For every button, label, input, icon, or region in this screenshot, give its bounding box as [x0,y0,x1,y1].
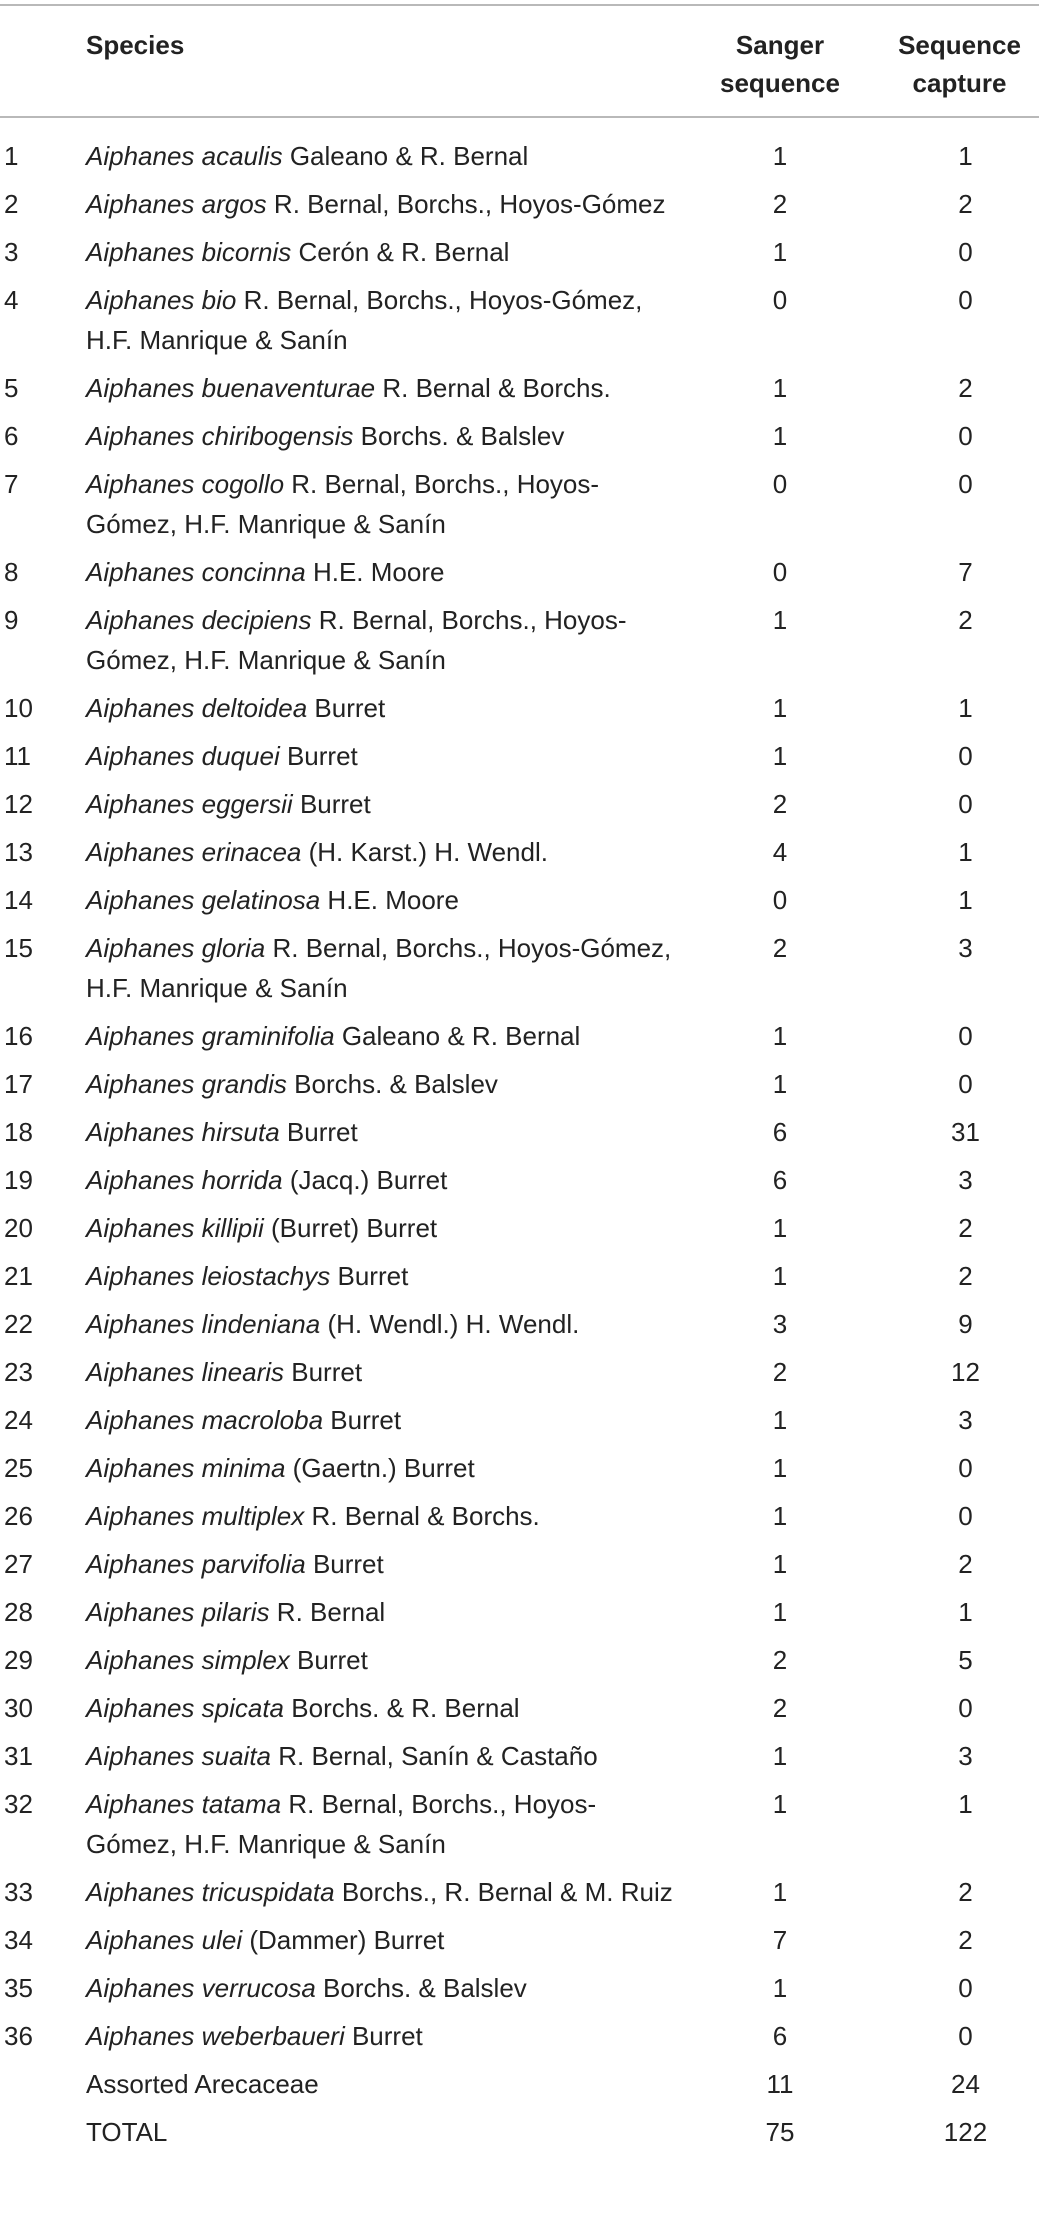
row-number: 22 [4,1309,33,1339]
row-number [0,2108,80,2156]
capture-count: 1 [958,1789,973,1819]
header-sanger-sequence: Sanger sequence [720,30,840,98]
capture-count: 0 [958,1973,973,2003]
author-citation: Borchs. & R. Bernal [291,1693,520,1723]
capture-count: 0 [958,469,973,499]
table-row [0,1156,1039,1204]
capture-count: 1 [958,141,973,171]
sanger-count: 1 [772,373,788,403]
taxon-name: Aiphanes bicornis [86,237,292,267]
row-number: 11 [4,741,31,771]
species-name [80,1396,680,1444]
taxon-name: Aiphanes suaita [86,1741,272,1771]
summary-label: Assorted Arecaceae [86,2069,319,2099]
author-citation: R. Bernal & Borchs. [311,1501,540,1531]
author-citation: R. Bernal & Borchs. [382,373,611,403]
row-number: 25 [4,1453,33,1483]
author-citation: (Jacq.) Burret [289,1165,448,1195]
species-name [80,2060,680,2108]
species-name [80,1964,680,2012]
row-number: 24 [4,1405,33,1435]
author-citation: Borchs. & Balslev [360,421,565,451]
species-name [80,364,680,412]
sanger-count: 1 [772,1973,788,2003]
capture-count: 5 [958,1645,973,1675]
species-name [80,1916,680,1964]
table-body [0,117,1039,2156]
author-citation: Burret [286,741,358,771]
sanger-count: 1 [772,1213,788,1243]
capture-count: 0 [958,237,973,267]
species-name [80,412,680,460]
table-row [0,460,1039,548]
sanger-count: 6 [772,2021,788,2051]
author-citation: Burret [330,1405,402,1435]
author-citation: R. Bernal [276,1597,386,1627]
sanger-count: 1 [772,1453,788,1483]
author-citation: R. Bernal, Borchs., Hoyos-Gómez [273,189,666,219]
author-citation: R. Bernal, Borchs., Hoyos-Gómez, H.F. Manrique & Sanín [86,933,672,1003]
taxon-name: Aiphanes hirsuta [86,1117,280,1147]
sanger-count: 4 [772,837,788,867]
capture-count: 2 [958,1261,973,1291]
species-name [80,1156,680,1204]
species-name [80,548,680,596]
sanger-count: 2 [772,789,788,819]
row-number: 14 [4,885,33,915]
table-row [0,684,1039,732]
author-citation: (H. Wendl.) H. Wendl. [327,1309,580,1339]
species-name [80,1780,680,1868]
table-row [0,732,1039,780]
author-citation: H.E. Moore [312,557,445,587]
capture-count: 0 [958,789,973,819]
sanger-count: 6 [772,1165,788,1195]
row-number: 5 [4,373,19,403]
row-number: 20 [4,1213,33,1243]
table-row [0,1916,1039,1964]
species-name [80,1060,680,1108]
author-citation: Borchs. & Balslev [323,1973,527,2003]
sanger-count: 1 [772,1741,788,1771]
sanger-count: 1 [772,237,788,267]
sanger-count: 1 [772,141,788,171]
table-row [0,876,1039,924]
taxon-name: Aiphanes tatama [86,1789,282,1819]
capture-count: 3 [958,933,973,963]
author-citation: Borchs. & Balslev [294,1069,498,1099]
species-name [80,1252,680,1300]
species-name [80,1492,680,1540]
species-name [80,1588,680,1636]
author-citation: R. Bernal, Borchs., Hoyos-Gómez, H.F. Manrique & Sanín [86,1789,597,1859]
table-row [0,1396,1039,1444]
taxon-name: Aiphanes deltoidea [86,693,308,723]
sanger-count: 11 [766,2069,794,2099]
sanger-count: 2 [772,1693,788,1723]
taxon-name: Aiphanes linearis [86,1357,285,1387]
table-row [0,596,1039,684]
sanger-count: 1 [772,421,788,451]
sanger-count: 1 [772,1069,788,1099]
taxon-name: Aiphanes graminifolia [86,1021,335,1051]
header-number [0,5,80,117]
taxon-name: Aiphanes multiplex [86,1501,305,1531]
species-name [80,596,680,684]
row-number: 26 [4,1501,33,1531]
species-name [80,1204,680,1252]
taxon-name: Aiphanes bio [86,285,237,315]
sanger-count: 0 [772,285,788,315]
table-row [0,548,1039,596]
sanger-count: 1 [772,1021,788,1051]
capture-count: 1 [958,837,973,867]
table-row [0,1868,1039,1916]
author-citation: Galeano & R. Bernal [289,141,529,171]
capture-count: 12 [951,1357,980,1387]
capture-count: 0 [958,1069,973,1099]
row-number: 7 [4,469,19,499]
taxon-name: Aiphanes gloria [86,933,266,963]
species-name [80,1684,680,1732]
species-name [80,780,680,828]
author-citation: H.E. Moore [327,885,459,915]
table-row [0,364,1039,412]
species-name [80,276,680,364]
table-row [0,1444,1039,1492]
sanger-count: 1 [772,1597,788,1627]
table-row [0,1780,1039,1868]
capture-count: 122 [943,2117,988,2147]
author-citation: Burret [297,1645,368,1675]
sanger-count: 7 [772,1925,788,1955]
capture-count: 31 [951,1117,980,1147]
table-row [0,1964,1039,2012]
species-name [80,1012,680,1060]
sanger-count: 1 [772,1789,788,1819]
row-number: 32 [4,1789,33,1819]
capture-count: 2 [958,1213,973,1243]
capture-count: 2 [958,189,973,219]
taxon-name: Aiphanes acaulis [86,141,283,171]
sanger-count: 1 [772,1549,788,1579]
species-name [80,1108,680,1156]
row-number: 8 [4,557,19,587]
species-name [80,1540,680,1588]
sanger-count: 75 [765,2117,795,2147]
row-number: 6 [4,421,19,451]
summary-label: TOTAL [86,2117,168,2147]
table-row [0,1108,1039,1156]
row-number: 15 [4,933,33,963]
row-number: 2 [4,189,19,219]
taxon-name: Aiphanes lindeniana [86,1309,321,1339]
taxon-name: Aiphanes gelatinosa [86,885,321,915]
row-number: 33 [4,1877,33,1907]
species-name [80,1348,680,1396]
row-number: 29 [4,1645,33,1675]
table-row [0,1252,1039,1300]
header-sequence-capture: Sequence capture [898,30,1021,98]
sanger-count: 1 [772,1405,788,1435]
table-row [0,780,1039,828]
row-number: 28 [4,1597,33,1627]
row-number: 9 [4,605,19,635]
taxon-name: Aiphanes pilaris [86,1597,270,1627]
capture-count: 2 [958,373,973,403]
capture-count: 1 [958,885,973,915]
table-row [0,1588,1039,1636]
table-row [0,1060,1039,1108]
author-citation: (Dammer) Burret [249,1925,445,1955]
author-citation: R. Bernal, Borchs., Hoyos-Gómez, H.F. Manrique & Sanín [86,605,627,675]
sanger-count: 0 [772,885,788,915]
author-citation: Burret [286,1117,358,1147]
capture-count: 0 [958,741,973,771]
capture-count: 3 [958,1405,973,1435]
sanger-count: 6 [772,1117,788,1147]
table-row [0,180,1039,228]
capture-count: 24 [951,2069,980,2099]
capture-count: 0 [958,1453,973,1483]
capture-count: 0 [958,421,973,451]
taxon-name: Aiphanes spicata [86,1693,285,1723]
sanger-count: 1 [772,1261,788,1291]
row-number: 3 [4,237,19,267]
sanger-count: 2 [772,933,788,963]
species-name [80,684,680,732]
capture-count: 2 [958,1925,973,1955]
author-citation: Galeano & R. Bernal [341,1021,581,1051]
table-row [0,1348,1039,1396]
author-citation: Cerón & R. Bernal [298,237,510,267]
taxon-name: Aiphanes cogollo [86,469,285,499]
row-number: 4 [4,285,19,315]
row-number: 13 [4,837,33,867]
sanger-count: 1 [772,605,788,635]
table-row [0,1684,1039,1732]
taxon-name: Aiphanes weberbaueri [86,2021,345,2051]
capture-count: 3 [958,1741,973,1771]
taxon-name: Aiphanes duquei [86,741,280,771]
row-number: 16 [4,1021,33,1051]
sanger-count: 1 [772,741,788,771]
author-citation: Burret [314,693,386,723]
row-number: 30 [4,1693,33,1723]
capture-count: 2 [958,1549,973,1579]
taxon-name: Aiphanes minima [86,1453,286,1483]
taxon-name: Aiphanes parvifolia [86,1549,306,1579]
species-table [0,4,1039,2156]
header-row [0,5,1039,117]
taxon-name: Aiphanes argos [86,189,267,219]
species-name [80,460,680,548]
sanger-count: 0 [772,557,788,587]
taxon-name: Aiphanes eggersii [86,789,293,819]
row-number: 34 [4,1925,33,1955]
taxon-name: Aiphanes simplex [86,1645,290,1675]
taxon-name: Aiphanes tricuspidata [86,1877,335,1907]
species-name [80,2108,680,2156]
author-citation: R. Bernal, Sanín & Castaño [278,1741,598,1771]
taxon-name: Aiphanes ulei [86,1925,243,1955]
row-number [0,2060,80,2108]
taxon-name: Aiphanes buenaventurae [86,373,376,403]
capture-count: 7 [958,557,973,587]
sanger-count: 3 [772,1309,788,1339]
capture-count: 9 [958,1309,973,1339]
species-name [80,828,680,876]
table-row [0,117,1039,180]
capture-count: 0 [958,285,973,315]
row-number: 27 [4,1549,33,1579]
row-number: 12 [4,789,33,819]
species-name [80,2012,680,2060]
summary-row [0,2060,1039,2108]
row-number: 23 [4,1357,33,1387]
species-name [80,1444,680,1492]
table-row [0,1636,1039,1684]
author-citation: Burret [312,1549,384,1579]
table-row [0,412,1039,460]
capture-count: 1 [958,693,973,723]
author-citation: R. Bernal, Borchs., Hoyos-Gómez, H.F. Manrique & Sanín [86,469,600,539]
taxon-name: Aiphanes macroloba [86,1405,324,1435]
capture-count: 1 [958,1597,973,1627]
author-citation: (H. Karst.) H. Wendl. [308,837,548,867]
author-citation: Burret [337,1261,409,1291]
taxon-name: Aiphanes grandis [86,1069,287,1099]
table-row [0,1300,1039,1348]
header-species: Species [86,30,185,60]
table-row [0,1204,1039,1252]
table-header [0,5,1039,117]
taxon-name: Aiphanes leiostachys [86,1261,331,1291]
taxon-name: Aiphanes decipiens [86,605,312,635]
author-citation: R. Bernal, Borchs., Hoyos-Gómez, H.F. Manrique & Sanín [86,285,643,355]
species-name [80,117,680,180]
taxon-name: Aiphanes concinna [86,557,306,587]
author-citation: Burret [291,1357,363,1387]
capture-count: 0 [958,2021,973,2051]
taxon-name: Aiphanes verrucosa [86,1973,316,2003]
species-name [80,180,680,228]
table-row [0,276,1039,364]
row-number: 18 [4,1117,33,1147]
author-citation: (Gaertn.) Burret [292,1453,475,1483]
author-citation: Burret [299,789,371,819]
species-name [80,228,680,276]
capture-count: 0 [958,1501,973,1531]
table-row [0,228,1039,276]
species-name [80,1300,680,1348]
capture-count: 2 [958,1877,973,1907]
author-citation: Burret [351,2021,423,2051]
species-name [80,924,680,1012]
row-number: 10 [4,693,33,723]
taxon-name: Aiphanes chiribogensis [86,421,354,451]
capture-count: 0 [958,1021,973,1051]
row-number: 17 [4,1069,33,1099]
table-row [0,1732,1039,1780]
table-row [0,828,1039,876]
row-number: 19 [4,1165,33,1195]
row-number: 31 [4,1741,33,1771]
sanger-count: 2 [772,1645,788,1675]
taxon-name: Aiphanes killipii [86,1213,264,1243]
capture-count: 0 [958,1693,973,1723]
species-name [80,1732,680,1780]
table-row [0,1012,1039,1060]
table-row [0,1540,1039,1588]
sanger-count: 1 [772,693,788,723]
row-number: 36 [4,2021,33,2051]
species-name [80,876,680,924]
sanger-count: 2 [772,1357,788,1387]
row-number: 1 [4,141,19,171]
sanger-count: 0 [772,469,788,499]
row-number: 35 [4,1973,33,2003]
species-name [80,732,680,780]
sanger-count: 1 [772,1501,788,1531]
author-citation: Borchs., R. Bernal & M. Ruiz [341,1877,673,1907]
capture-count: 2 [958,605,973,635]
table-row [0,1492,1039,1540]
table-row [0,924,1039,1012]
taxon-name: Aiphanes erinacea [86,837,302,867]
table-row [0,2012,1039,2060]
species-name [80,1636,680,1684]
taxon-name: Aiphanes horrida [86,1165,283,1195]
sanger-count: 1 [772,1877,788,1907]
total-row [0,2108,1039,2156]
author-citation: (Burret) Burret [271,1213,438,1243]
species-name [80,1868,680,1916]
sanger-count: 2 [772,189,788,219]
capture-count: 3 [958,1165,973,1195]
row-number: 21 [4,1261,33,1291]
